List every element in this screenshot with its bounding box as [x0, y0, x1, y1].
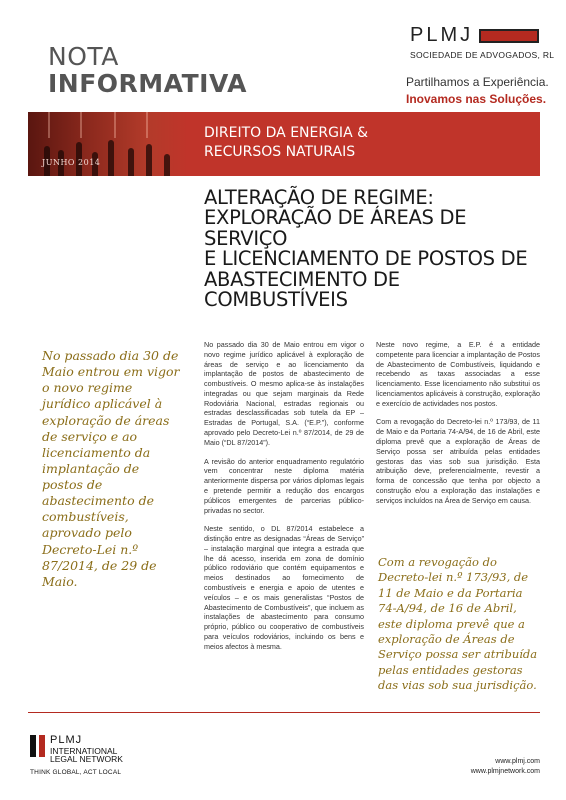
title-line1: ALTERAÇÃO DE REGIME:	[204, 186, 434, 209]
footer-links	[430, 757, 540, 777]
practice-area-line2: RECURSOS NATURAIS	[204, 143, 356, 160]
issue-date: JUNHO 2014	[42, 158, 101, 167]
footer-tagline: THINK GLOBAL, ACT LOCAL	[30, 769, 122, 776]
practice-area	[204, 124, 368, 162]
logo-subtitle: SOCIEDADE DE ADVOGADOS, RL	[410, 50, 555, 60]
paragraph: A revisão do anterior enquadramento regulatório vem concentrar neste diploma matéria anteriormente dispersa por vários diplomas legais e pretende permitir a redução dos encargos públicos emergentes de parcerias público-privadas no sector.	[204, 456, 364, 515]
paragraph: Com a revogação do Decreto-lei n.º 173/93, de 11 de Maio e da Portaria 74-A/94, de 16 de Abril, este diploma prevê que a exploração de Áreas de Serviço possa ser atribuída pelas entidades gestoras das vias sob sua jurisdição. Esta atribuição deve, preferencialmente, revestir a forma de concessão que tenha por objecto a construção e/ou a exploração das instalações e serviços incluídos na Área de Serviço em causa.	[376, 417, 540, 505]
pull-quote: Com a revogação do Decreto-lei n.º 173/93, de 11 de Maio e da Portaria 74-A/94, de 16 de Abril, este diploma prevê que a exploração de Áreas de Serviço possa ser atribuída pelas entidades gestoras das vias sob sua jurisdição.	[378, 555, 538, 693]
body-column-1	[204, 340, 364, 660]
newsletter-title	[48, 44, 247, 96]
paragraph: Neste novo regime, a E.P. é a entidade competente para licenciar a implantação de Postos de Abastecimento de Combustíveis, liquidando e recebendo as taxas associadas a esse licenciamento. Esse licenciamento não substitui os licenciamentos aplicáveis à construção, exploração e exercício de actividades nos postos.	[376, 340, 540, 408]
link-plmjnetwork[interactable]: www.plmjnetwork.com	[470, 768, 540, 776]
footer-logo-word: PLMJ	[50, 734, 83, 746]
footer-divider	[28, 712, 540, 713]
tagline-experience: Partilhamos a Experiência.	[406, 75, 549, 89]
nota-label: NOTA	[48, 42, 119, 71]
tagline-solutions: Inovamos nas Soluções.	[406, 92, 547, 106]
body-column-2	[376, 340, 540, 515]
article-title	[204, 188, 544, 311]
title-line3: E LICENCIAMENTO DE POSTOS DE	[204, 247, 528, 271]
logo-bar	[479, 29, 539, 43]
plmj-logo	[410, 24, 554, 60]
plmj-network-logo	[30, 735, 123, 764]
logo-mark-red	[39, 735, 45, 757]
logo-mark-black	[30, 735, 36, 757]
title-line2: EXPLORAÇÃO DE ÁREAS DE SERVIÇO	[204, 206, 467, 250]
link-plmj[interactable]: www.plmj.com	[495, 758, 540, 765]
footer-logo-line2: INTERNATIONAL	[50, 745, 118, 756]
title-line4: ABASTECIMENTO DE COMBUSTÍVEIS	[204, 267, 400, 312]
lead-quote: No passado dia 30 de Maio entrou em vigor o novo regime jurídico aplicável à exploração de áreas de serviço e ao licenciamento da implantação de postos de abastecimento de combustíveis, aprovado pelo Decreto-Lei n.º 87/2014, de 29 de Maio.	[42, 348, 180, 589]
footer-logo-line3: LEGAL NETWORK	[50, 754, 123, 765]
logo-word: PLMJ	[410, 24, 474, 46]
practice-area-line1: DIREITO DA ENERGIA &	[204, 125, 369, 141]
paragraph: Neste sentido, o DL 87/2014 estabelece a distinção entre as designadas “Áreas de Serviço” – instalação marginal que integra a estrada que lhe dá acesso, inserida em zona de domínio público rodoviário que contém equipamentos e meios destinados ao fornecimento de combustíveis e energia e apoio de utentes e veículos – e os mais generalistas “Postos de Abastecimento de Combustíveis”, que incluem as instalações de abastecimento para consumo próprio, público ou cooperativo de combustíveis para veículos rodoviários, incluindo os bens e meios afectos à mesma.	[204, 524, 364, 651]
paragraph: No passado dia 30 de Maio entrou em vigor o novo regime jurídico aplicável à exploração de áreas de serviço e ao licenciamento da implantação de postos de abastecimento de combustíveis. O mesmo aplica-se às instalações integradas ou que sejam marginais da Rede Rodoviária Nacional, estradas regionais ou estradas desclassificadas sob tutela da EP – Estradas de Portugal, S.A. (“E.P.”), conforme aprovado pelo Decreto-Lei n.º 87/2014, de 29 de Maio (“DL 87/2014”).	[204, 340, 364, 447]
informativa-label: INFORMATIVA	[48, 69, 247, 98]
